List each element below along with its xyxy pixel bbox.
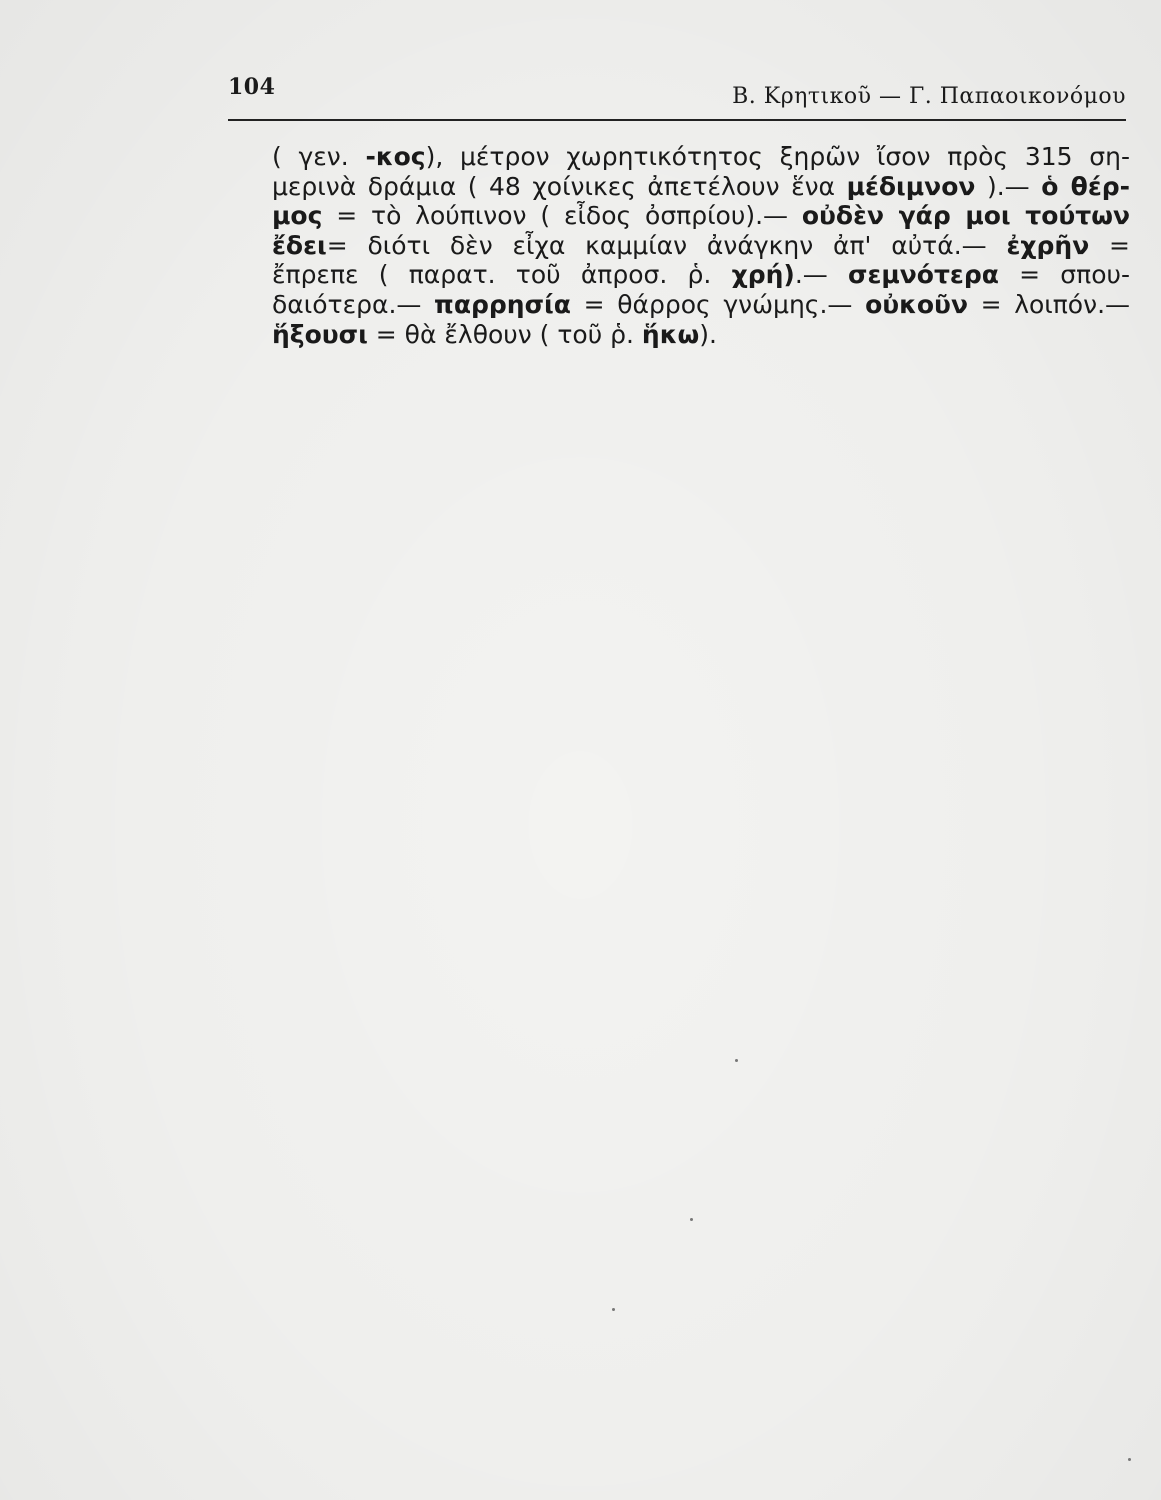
scan-speck [612, 1308, 615, 1311]
text-line [272, 320, 1130, 350]
text-run: = [1089, 230, 1130, 260]
scan-speck [690, 1218, 693, 1221]
text-run: ), μέτρον χωρητικότητος ξηρῶν ἴσον πρὸς 315 ση- [425, 142, 1130, 171]
text-run: ).— [975, 171, 1042, 201]
bold-term: παρρησία [434, 289, 571, 319]
bold-term: σεμνότερα [847, 260, 999, 290]
bold-term: ἔδει [272, 230, 327, 260]
text-run: ἔπρεπε ( παρατ. τοῦ ἀπροσ. ῥ. [272, 260, 732, 290]
text-line [272, 201, 1130, 231]
text-run: = τὸ λούπινον ( εἶδος ὀσπρίου).— [322, 201, 802, 231]
text-run: ). [699, 319, 717, 349]
text-line [272, 142, 1130, 172]
bold-term: ὁ θέρ- [1041, 171, 1131, 201]
text-line [272, 231, 1130, 261]
text-run: .— [794, 260, 848, 290]
text-run: = θὰ ἔλθουν ( τοῦ ῥ. [367, 319, 642, 349]
text-run: δαιότερα.— [272, 289, 435, 319]
text-run: μερινὰ δράμια ( 48 χοίνικες ἀπετέλουν ἕνα [272, 171, 847, 201]
bold-term: ἥξουσι [272, 319, 368, 349]
text-line [272, 260, 1130, 290]
bold-term: μος [272, 201, 323, 231]
header-rule [228, 119, 1126, 121]
text-run: = σπου- [998, 260, 1130, 290]
bold-term: ἐχρῆν [1006, 230, 1090, 260]
text-run: = λοιπόν.— [967, 289, 1131, 319]
bold-term: ἥκω [641, 319, 700, 349]
bold-term: -κος [365, 142, 426, 171]
text-line [272, 290, 1130, 320]
text-line [272, 172, 1130, 202]
scan-speck [1128, 1458, 1131, 1461]
page-number: 104 [228, 74, 276, 100]
bold-term: μέδιμνον [846, 171, 976, 201]
page-header [228, 72, 1126, 112]
body-text [272, 142, 1130, 349]
text-run: = θάρρος γνώμης.— [570, 289, 866, 319]
running-head: Β. Κρητικοῦ — Γ. Παπαοικονόμου [732, 84, 1126, 109]
bold-term: χρή) [731, 260, 795, 290]
bold-term: οὐκοῦν [865, 289, 968, 319]
text-run: ( γεν. [272, 142, 366, 171]
bold-term: οὐδὲν γάρ μοι τούτων [801, 201, 1130, 231]
scan-speck [735, 1059, 738, 1062]
text-run: = διότι δὲν εἶχα καμμίαν ἀνάγκην ἀπ' αὐτά.— [326, 230, 1007, 260]
